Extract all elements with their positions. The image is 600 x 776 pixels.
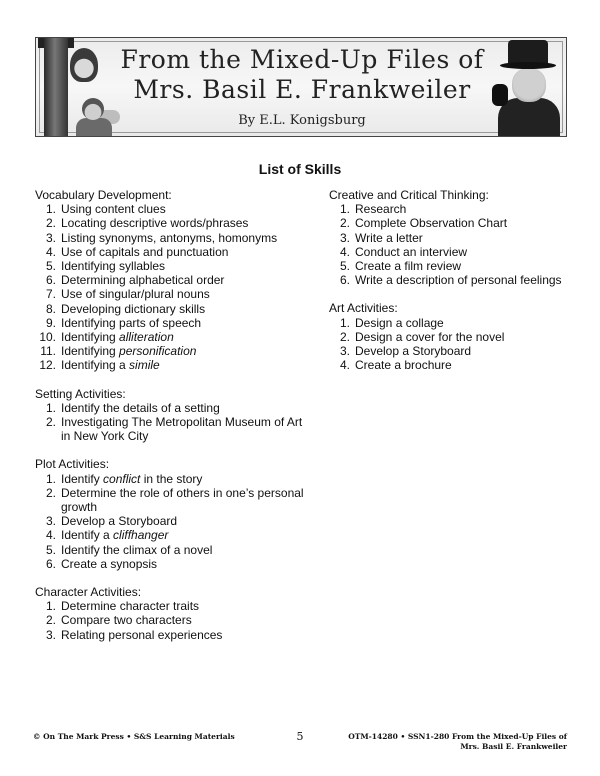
skill-number: 7.	[45, 287, 56, 302]
skill-text	[355, 245, 574, 259]
skill-item	[329, 259, 574, 273]
footer-product-line-1: OTM-14280 • SSN1-280 From the Mixed-Up Files of	[348, 732, 567, 741]
skill-text	[61, 486, 305, 514]
skill-text-part: in the story	[140, 471, 203, 486]
skill-text-emphasis: conflict	[103, 471, 141, 486]
skill-text-part: Research	[355, 202, 407, 217]
skill-number: 3.	[45, 514, 56, 529]
skill-item	[35, 330, 305, 344]
skill-number: 4.	[339, 244, 350, 259]
skill-number: 5.	[45, 542, 56, 557]
title-banner	[35, 37, 567, 137]
skills-section	[329, 301, 574, 372]
skill-number: 1.	[339, 202, 350, 217]
skill-text-part: Write a description of personal feelings	[355, 273, 562, 288]
skill-item	[35, 344, 305, 358]
skill-item	[35, 245, 305, 259]
skill-number: 1.	[339, 315, 350, 330]
skill-text-part: Develop a Storyboard	[61, 514, 178, 529]
skill-item	[329, 316, 574, 330]
page-number: 5	[296, 730, 304, 743]
skill-text	[355, 330, 574, 344]
skill-item	[35, 599, 305, 613]
skill-text-part: Identifying parts of speech	[61, 315, 202, 330]
skill-item	[35, 287, 305, 301]
book-title-line-1: From the Mixed-Up Files of	[120, 45, 484, 74]
skill-text-part: Determine the role of others in one’s personal growth	[61, 485, 304, 515]
skill-text-part: Identify the details of a setting	[61, 400, 220, 415]
skill-text	[355, 273, 574, 287]
skill-text-part: Identify the climax of a novel	[61, 542, 213, 557]
skill-text	[61, 273, 305, 287]
section-title: Art Activities:	[329, 301, 398, 316]
skill-text-part: Conduct an interview	[355, 244, 468, 259]
skill-number: 4.	[45, 528, 56, 543]
skill-number: 6.	[45, 556, 56, 571]
skill-text-part: Identifying syllables	[61, 259, 166, 274]
skill-item	[35, 557, 305, 571]
skill-item	[35, 628, 305, 642]
skills-section	[35, 585, 305, 642]
skill-item	[329, 358, 574, 372]
skill-number: 10.	[39, 330, 56, 345]
skill-text-part: Developing dictionary skills	[61, 301, 206, 316]
skill-number: 2.	[45, 485, 56, 500]
skills-section	[35, 457, 305, 571]
skill-number: 2.	[45, 415, 56, 430]
skill-text-part: Create a film review	[355, 259, 462, 274]
skill-text	[61, 358, 305, 372]
skills-section	[329, 188, 574, 287]
skill-number: 1.	[45, 599, 56, 614]
skill-number: 4.	[339, 358, 350, 373]
skill-text	[61, 231, 305, 245]
skill-text	[355, 316, 574, 330]
skill-text-part: Investigating The Metropolitan Museum of Art in New York City	[61, 415, 303, 444]
skill-item	[329, 344, 574, 358]
skill-text-part: Determining alphabetical order	[61, 273, 225, 288]
section-title: Setting Activities:	[35, 386, 126, 401]
footer-product-line-2: Mrs. Basil E. Frankweiler	[460, 742, 567, 751]
section-title: Vocabulary Development:	[35, 188, 172, 202]
section-title: Character Activities:	[35, 585, 142, 600]
skill-item	[35, 528, 305, 542]
skill-number: 1.	[45, 202, 56, 217]
skill-text	[61, 245, 305, 259]
skill-number: 8.	[45, 301, 56, 316]
book-title-line-2: Mrs. Basil E. Frankweiler	[133, 75, 471, 104]
skill-number: 1.	[45, 471, 56, 486]
skill-number: 2.	[339, 329, 350, 344]
skill-text-part: Compare two characters	[61, 613, 192, 628]
footer-product-code	[348, 732, 567, 752]
skill-item	[35, 358, 305, 372]
skill-text	[61, 330, 305, 344]
skill-item	[35, 231, 305, 245]
section-title: Plot Activities:	[35, 457, 110, 472]
skill-number: 2.	[339, 216, 350, 231]
skill-item	[35, 302, 305, 316]
skill-text	[355, 259, 574, 273]
skill-number: 2.	[45, 613, 56, 628]
skill-item	[35, 613, 305, 627]
skill-text	[61, 628, 305, 642]
skill-text	[61, 316, 305, 330]
skill-text-part: Use of singular/plural nouns	[61, 287, 210, 302]
skill-item	[35, 259, 305, 273]
skill-text	[61, 599, 305, 613]
skill-text	[61, 202, 305, 216]
skill-item	[35, 472, 305, 486]
skill-item	[329, 330, 574, 344]
skill-number: 11.	[40, 344, 56, 359]
skill-text-part: Design a cover for the novel	[355, 329, 505, 344]
skill-item	[329, 245, 574, 259]
skill-text-part: Create a synopsis	[61, 556, 158, 571]
skill-text-part: Identifying	[61, 330, 120, 345]
skill-text	[61, 613, 305, 627]
skill-number: 3.	[45, 627, 56, 642]
skill-text	[61, 557, 305, 571]
skill-text-emphasis: personification	[119, 344, 197, 359]
skill-item	[329, 273, 574, 287]
skill-number: 5.	[339, 259, 350, 274]
skill-item	[35, 216, 305, 230]
skill-item	[35, 401, 305, 415]
skill-number: 4.	[45, 244, 56, 259]
skill-item	[35, 273, 305, 287]
skill-text	[61, 528, 305, 542]
skill-text-part: Locating descriptive words/phrases	[61, 216, 249, 231]
skill-text	[61, 543, 305, 557]
skill-item	[35, 202, 305, 216]
skill-text	[355, 358, 574, 372]
skill-text	[355, 231, 574, 245]
skill-text-part: Design a collage	[355, 315, 444, 330]
skill-text-part: Identifying	[61, 344, 120, 359]
skill-text-part: Write a letter	[355, 230, 423, 245]
skill-item	[329, 216, 574, 230]
skill-text	[61, 472, 305, 486]
skill-item	[329, 202, 574, 216]
skill-item	[35, 514, 305, 528]
left-skills-column	[35, 188, 305, 656]
skill-item	[35, 415, 305, 443]
skill-item	[35, 486, 305, 514]
skill-number: 5.	[45, 259, 56, 274]
skill-number: 3.	[339, 230, 350, 245]
skill-text-part: Identifying a	[61, 358, 130, 373]
skill-text	[61, 259, 305, 273]
skills-section	[35, 188, 305, 373]
skills-section	[35, 387, 305, 444]
skill-text-emphasis: cliffhanger	[113, 528, 169, 543]
skill-item	[35, 316, 305, 330]
skill-text	[61, 216, 305, 230]
skill-item	[35, 543, 305, 557]
skill-text	[355, 344, 574, 358]
skill-number: 9.	[45, 315, 56, 330]
skill-text-part: Complete Observation Chart	[355, 216, 508, 231]
section-title: Creative and Critical Thinking:	[329, 188, 489, 202]
skill-text-part: Listing synonyms, antonyms, homonyms	[61, 230, 278, 245]
skill-number: 3.	[45, 230, 56, 245]
skill-text-part: Create a brochure	[355, 358, 452, 373]
skill-item	[329, 231, 574, 245]
skill-text-part: Use of capitals and punctuation	[61, 244, 229, 259]
skill-number: 6.	[339, 273, 350, 288]
skill-text	[61, 287, 305, 301]
skill-text	[355, 202, 574, 216]
skill-text	[61, 401, 305, 415]
skill-number: 3.	[339, 344, 350, 359]
footer-publisher: © On The Mark Press • S&S Learning Materials	[33, 732, 235, 741]
skill-text	[61, 514, 305, 528]
skill-text-emphasis: alliteration	[119, 330, 174, 345]
skill-text	[61, 415, 305, 443]
skill-text	[61, 302, 305, 316]
skill-text-part: Identify	[61, 471, 104, 486]
skill-text-part: Determine character traits	[61, 599, 200, 614]
skill-number: 1.	[45, 400, 56, 415]
skill-text-part: Develop a Storyboard	[355, 344, 472, 359]
author-byline: By E.L. Konigsburg	[238, 113, 366, 128]
skill-text-part: Using content clues	[61, 202, 166, 217]
skill-text-part: Relating personal experiences	[61, 627, 223, 642]
skill-text-part: Identify a	[61, 528, 114, 543]
skill-number: 2.	[45, 216, 56, 231]
page-heading: List of Skills	[258, 161, 342, 177]
skill-text-emphasis: simile	[129, 358, 160, 373]
skill-text	[355, 216, 574, 230]
skill-number: 12.	[39, 358, 56, 373]
skill-number: 6.	[45, 273, 56, 288]
skill-text	[61, 344, 305, 358]
right-skills-column	[329, 188, 574, 386]
